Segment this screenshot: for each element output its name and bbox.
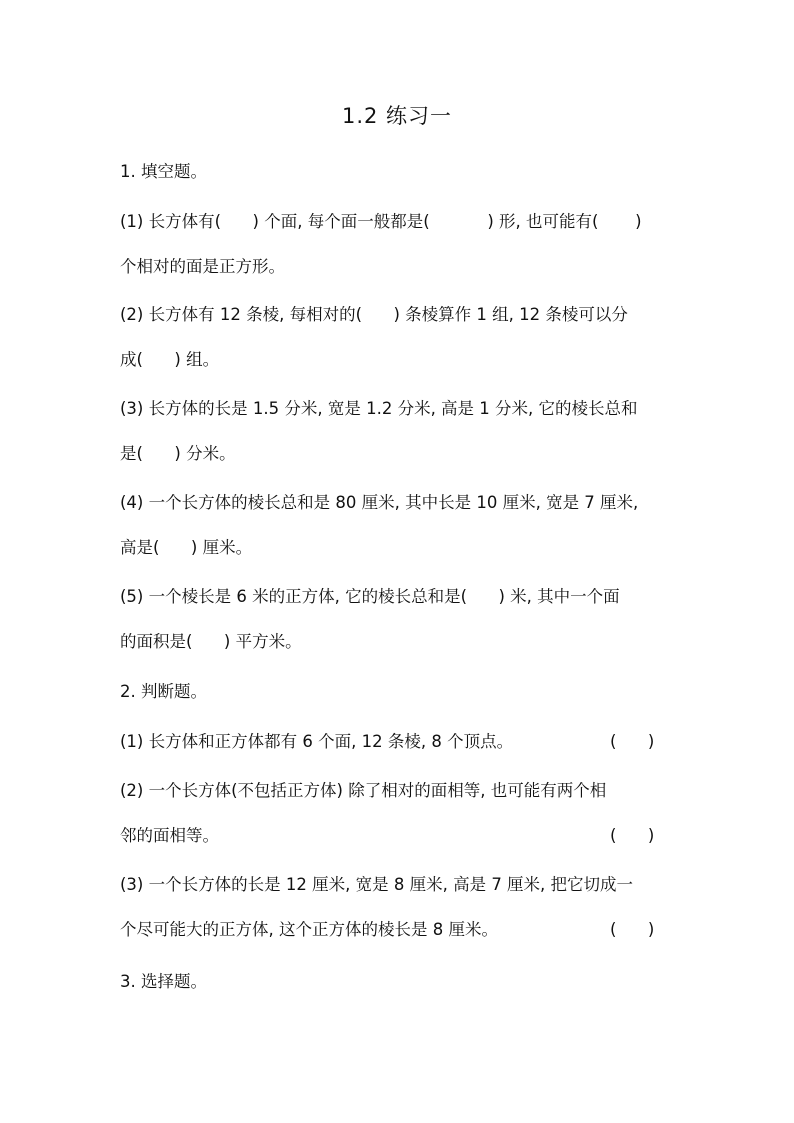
judge-q1-answer-parens: ( ) [610, 732, 655, 751]
page-title: 1.2 练习一 [341, 104, 453, 128]
judge-q2-answer-parens: ( ) [610, 826, 655, 845]
judge-q3-answer-parens: ( ) [610, 920, 655, 939]
fill-q5-line2: 的面积是( ) 平方米。 [120, 632, 302, 651]
fill-q2-line1: (2) 长方体有 12 条棱, 每相对的( ) 条棱算作 1 组, 12 条棱可以分 [120, 305, 628, 324]
fill-q3-line2: 是( ) 分米。 [120, 444, 236, 463]
judge-q1-line1: (1) 长方体和正方体都有 6 个面, 12 条棱, 8 个顶点。 [120, 732, 514, 751]
judge-q3-line2: 个尽可能大的正方体, 这个正方体的棱长是 8 厘米。 [120, 920, 498, 939]
judge-q2-line1: (2) 一个长方体(不包括正方体) 除了相对的面相等, 也可能有两个相 [120, 781, 607, 800]
fill-in-heading: 1. 填空题。 [120, 162, 207, 181]
judge-heading: 2. 判断题。 [120, 682, 207, 701]
choice-heading: 3. 选择题。 [120, 972, 207, 991]
fill-q3-line1: (3) 长方体的长是 1.5 分米, 宽是 1.2 分米, 高是 1 分米, 它的棱长总和 [120, 399, 638, 418]
fill-q1-line2: 个相对的面是正方形。 [120, 257, 285, 276]
fill-q2-line2: 成( ) 组。 [120, 350, 220, 369]
fill-q5-line1: (5) 一个棱长是 6 米的正方体, 它的棱长总和是( ) 米, 其中一个面 [120, 587, 620, 606]
judge-q2-line2: 邻的面相等。 [120, 826, 219, 845]
fill-q4-line2: 高是( ) 厘米。 [120, 538, 253, 557]
fill-q1-line1: (1) 长方体有( ) 个面, 每个面一般都是( ) 形, 也可能有( ) [120, 212, 642, 231]
fill-q4-line1: (4) 一个长方体的棱长总和是 80 厘米, 其中长是 10 厘米, 宽是 7 厘米, [120, 493, 639, 512]
judge-q3-line1: (3) 一个长方体的长是 12 厘米, 宽是 8 厘米, 高是 7 厘米, 把它切成一 [120, 875, 634, 894]
